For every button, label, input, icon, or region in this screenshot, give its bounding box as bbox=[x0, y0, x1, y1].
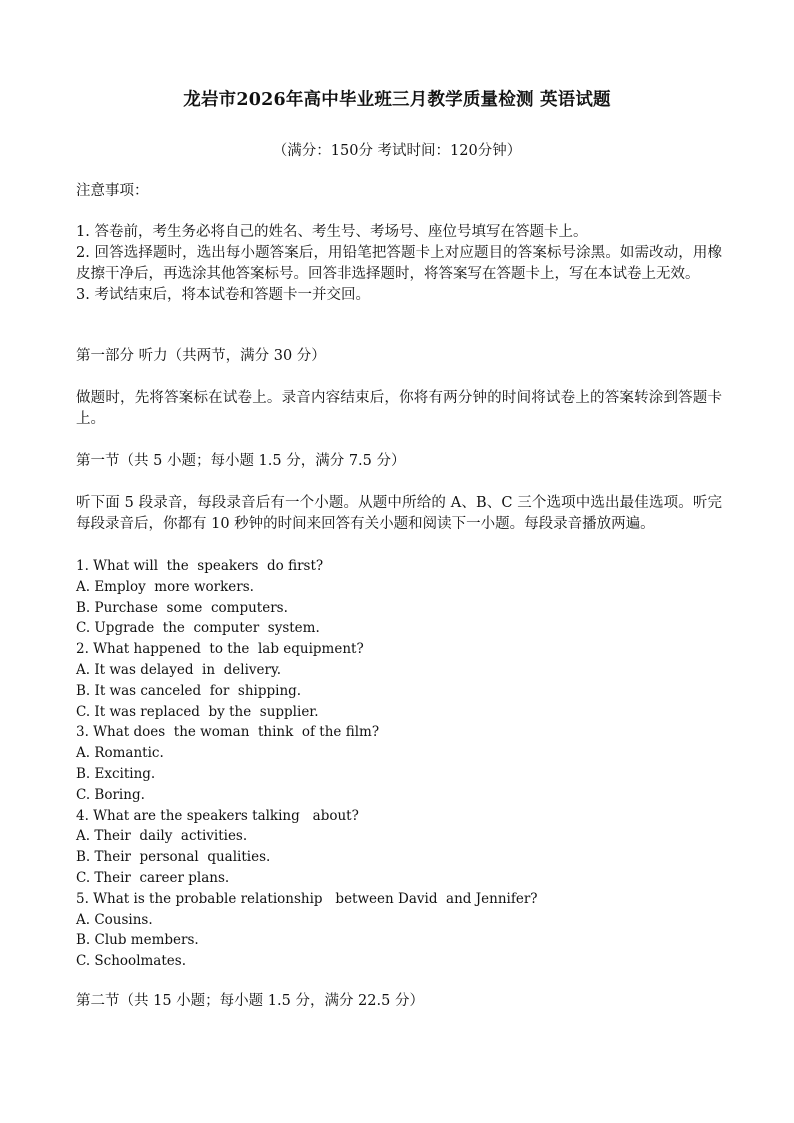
question-option: C. It was replaced by the supplier. bbox=[76, 703, 319, 720]
question-option: A. Cousins. bbox=[76, 911, 153, 928]
section2-heading: 第二节（共 15 小题；每小题 1.5 分，满分 22.5 分） bbox=[76, 993, 424, 1009]
question-stem: 1. What will the speakers do first? bbox=[76, 558, 324, 574]
notes-list bbox=[76, 222, 722, 306]
section1-description-text: 听下面 5 段录音，每段录音后有一个小题。从题中所给的 A、B、C 三个选项中选出最佳选项。听完每段录音后，你都有 10 秒钟的时间来回答有关小题和阅读下一小题。每段录音播放两遍。 bbox=[76, 495, 722, 532]
question-stem: 5. What is the probable relationship between David and Jennifer? bbox=[76, 890, 538, 907]
exam-title: 龙岩市2026年高中毕业班三月教学质量检测 英语试题 bbox=[183, 90, 611, 110]
part1-description bbox=[76, 388, 722, 430]
note-item: 3. 考试结束后，将本试卷和答题卡一并交回。 bbox=[76, 287, 370, 303]
question-option: B. Exciting. bbox=[76, 765, 156, 782]
section1-heading: 第一节（共 5 小题；每小题 1.5 分，满分 7.5 分） bbox=[76, 453, 406, 469]
question-option: A. Their daily activities. bbox=[76, 828, 248, 845]
question-option: C. Upgrade the computer system. bbox=[76, 620, 320, 637]
section1-description bbox=[76, 493, 722, 535]
question-stem: 2. What happened to the lab equipment? bbox=[76, 641, 364, 658]
question-stem: 3. What does the woman think of the film? bbox=[76, 724, 380, 741]
part1-description-text: 做题时，先将答案标在试卷上。录音内容结束后，你将有两分钟的时间将试卷上的答案转涂到答题卡上。 bbox=[76, 390, 722, 427]
question-option: B. Purchase some computers. bbox=[76, 599, 288, 616]
question-option: C. Their career plans. bbox=[76, 869, 230, 886]
question-option: B. Club members. bbox=[76, 932, 199, 949]
note-item: 2. 回答选择题时，选出每小题答案后，用铅笔把答题卡上对应题目的答案标号涂黑。如需改动，用橡皮擦干净后，再选涂其他答案标号。回答非选择题时，将答案写在答题卡上，写在本试卷上无效。 bbox=[76, 245, 722, 282]
question-option: B. It was canceled for shipping. bbox=[76, 682, 302, 699]
question-option: C. Boring. bbox=[76, 786, 145, 803]
question-option: A. Romantic. bbox=[76, 745, 164, 762]
question-list bbox=[76, 556, 722, 972]
notice-heading: 注意事项： bbox=[76, 183, 149, 199]
question-option: A. It was delayed in delivery. bbox=[76, 661, 282, 678]
question-option: A. Employ more workers. bbox=[76, 578, 254, 595]
part1-heading: 第一部分 听力（共两节，满分 30 分） bbox=[76, 348, 326, 364]
note-item: 1. 答卷前，考生务必将自己的姓名、考生号、考场号、座位号填写在答题卡上。 bbox=[76, 224, 588, 240]
question-option: C. Schoolmates. bbox=[76, 953, 186, 970]
exam-subtitle: （满分：150分 考试时间：120分钟） bbox=[272, 143, 522, 159]
question-option: B. Their personal qualities. bbox=[76, 849, 271, 866]
question-stem: 4. What are the speakers talking about? bbox=[76, 807, 359, 824]
